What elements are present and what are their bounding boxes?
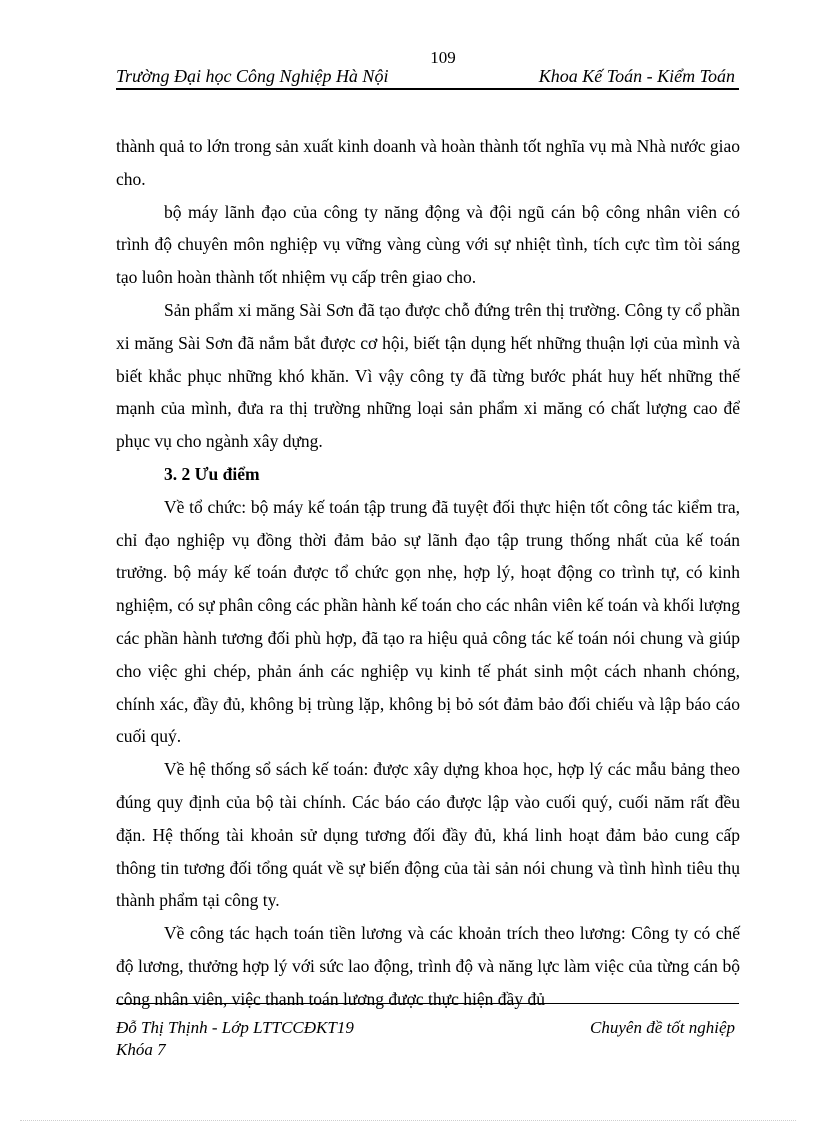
page-edge-dots [20, 1120, 796, 1121]
page-number: 109 [430, 48, 456, 67]
document-body [116, 130, 740, 1016]
paragraph: thành quả to lớn trong sản xuất kinh doanh và hoàn thành tốt nghĩa vụ mà Nhà nước giao cho. [116, 136, 740, 189]
footer-author-name: Đỗ Thị Thịnh - Lớp LTTCCĐKT19 [116, 1018, 354, 1037]
paragraph: Sản phẩm xi măng Sài Sơn đã tạo được chỗ đứng trên thị trường. Công ty cổ phần xi măng Sài Sơn đã nắm bắt được cơ hội, biết tận dụng hết những thuận lợi của mình và biết khắc phục những khó khăn. Vì vậy công ty đã từng bước phát huy hết những thế mạnh của mình, đưa ra thị trường những loại sản phẩm xi măng có chất lượng cao để phục vụ cho ngành xây dựng. [116, 299, 740, 452]
footer-doc-type: Chuyên đề tốt nghiệp [590, 1018, 735, 1037]
section-heading: 3. 2 Ưu điểm [164, 463, 260, 484]
footer-rule [116, 1003, 739, 1004]
header-faculty: Khoa Kế Toán - Kiểm Toán [538, 66, 735, 86]
paragraph: Về công tác hạch toán tiền lương và các khoản trích theo lương: Công ty có chế độ lương, thưởng hợp lý với sức lao động, trình độ và năng lực làm việc của từng cán bộ công nhân viên, việc thanh toán lương được thực hiện đầy đủ [116, 923, 740, 1009]
footer-author [116, 1017, 354, 1061]
paragraph: bộ máy lãnh đạo của công ty năng động và đội ngũ cán bộ công nhân viên có trình độ chuyên môn nghiệp vụ vững vàng cùng với sự nhiệt tình, tích cực tìm tòi sáng tạo luôn hoàn thành tốt nhiệm vụ cấp trên giao cho. [116, 201, 740, 288]
page-header [116, 66, 739, 90]
paragraph: Về tổ chức: bộ máy kế toán tập trung đã tuyệt đối thực hiện tốt công tác kiểm tra, chỉ đạo nghiệp vụ đồng thời đảm bảo sự lãnh đạo tập trung thống nhất của kế toán trưởng. bộ máy kế toán được tổ chức gọn nhẹ, hợp lý, hoạt động co trình tự, có kinh nghiệm, có sự phân công các phần hành kế toán cho các nhân viên kế toán và khối lượng các phần hành tương đối phù hợp, đã tạo ra hiệu quả công tác kế toán nói chung và giúp cho việc ghi chép, phản ánh các nghiệp vụ kinh tế phát sinh một cách nhanh chóng, chính xác, đầy đủ, không bị trùng lặp, không bị bỏ sót đảm bảo đối chiếu và lập báo cáo cuối quý. [116, 496, 740, 747]
header-university: Trường Đại học Công Nghiệp Hà Nội [116, 66, 389, 86]
footer-course: Khóa 7 [116, 1040, 166, 1059]
paragraph: Về hệ thống sổ sách kế toán: được xây dựng khoa học, hợp lý các mẫu bảng theo đúng quy định của bộ tài chính. Các báo cáo được lập vào cuối quý, cuối năm rất đều đặn. Hệ thống tài khoản sử dụng tương đối đầy đủ, khá linh hoạt đảm bảo cung cấp thông tin tương đối tổng quát về sự biến động của tài sản nói chung và tình hình tiêu thụ thành phẩm tại công ty. [116, 759, 740, 911]
